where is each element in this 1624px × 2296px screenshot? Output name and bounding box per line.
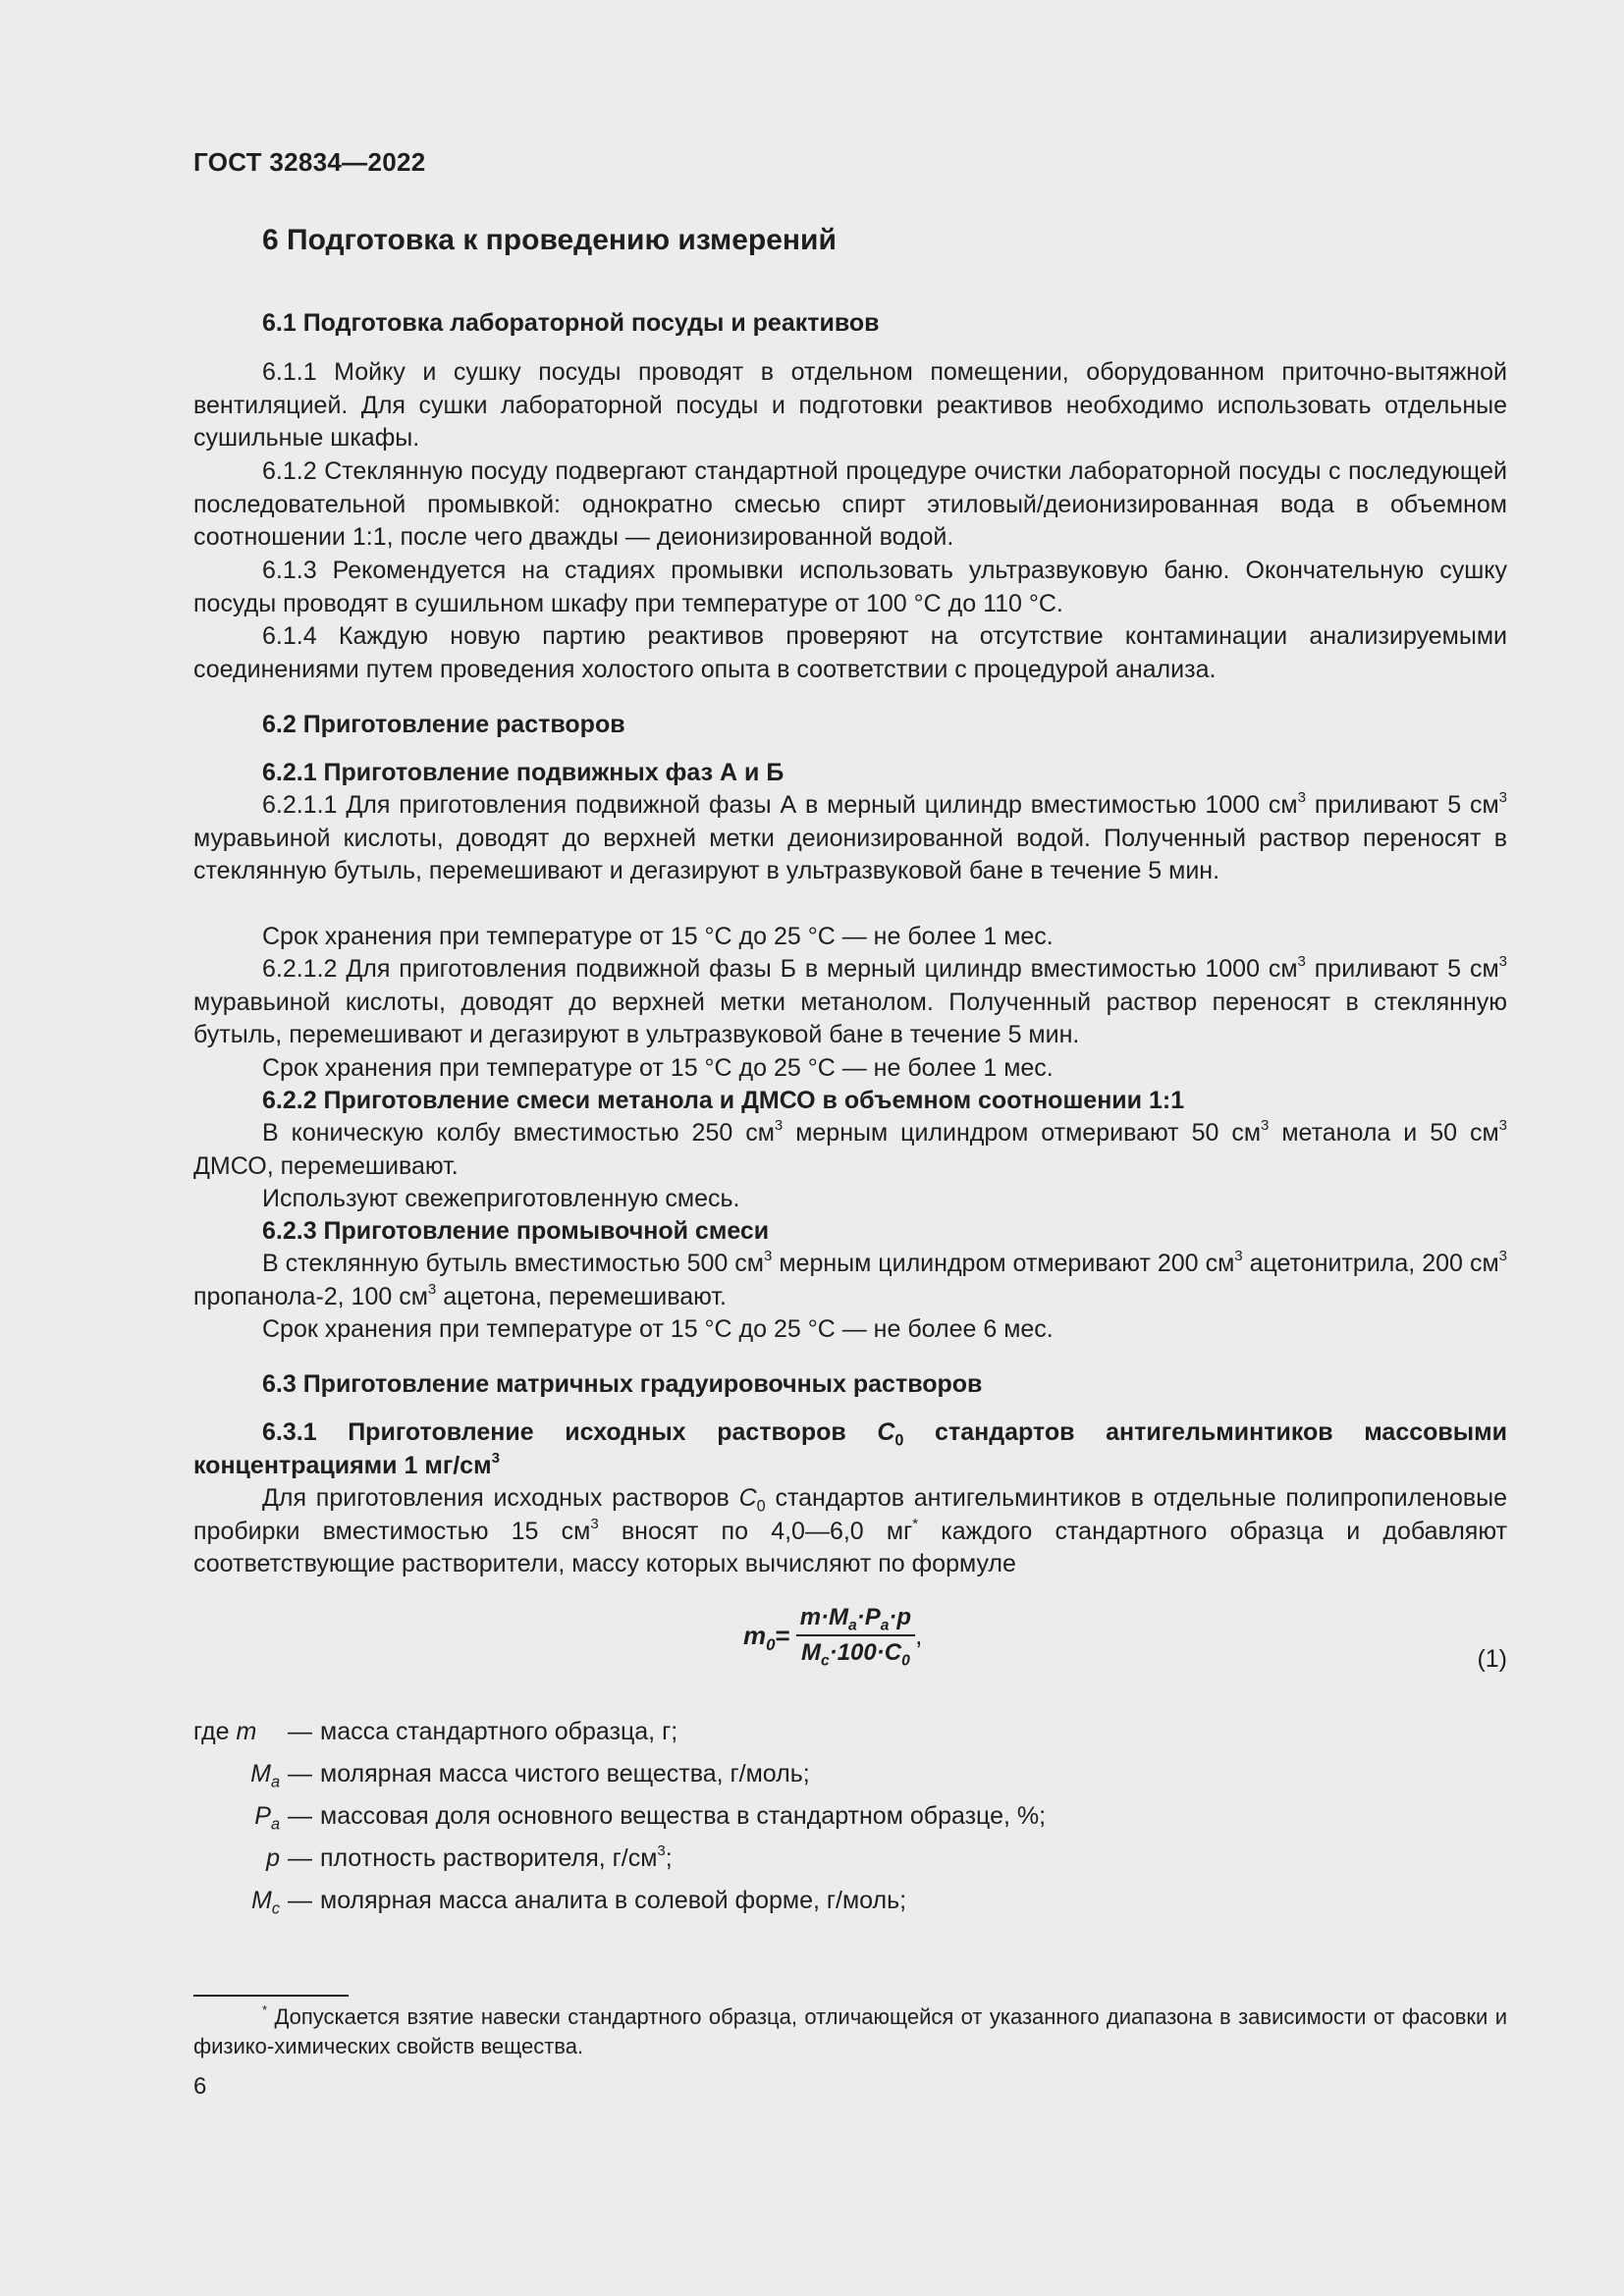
document-header: ГОСТ 32834—2022 [193,147,426,177]
section-6-2-3-title: 6.2.3 Приготовление промывочной смеси [262,1217,770,1245]
section-6-2-1-title: 6.2.1 Приготовление подвижных фаз А и Б [262,759,785,786]
where-item-m: где m — масса стандартного образца, г; [193,1718,678,1745]
fresh-mix-note: Используют свежеприготовленную смесь. [262,1185,740,1212]
section-6-3-title: 6.3 Приготовление матричных градуировочных растворов [262,1370,983,1398]
paragraph-6-2-1-2: 6.2.1.2 Для приготовления подвижной фазы Б в мерный цилиндр вместимостью 1000 $см^3$ приливают 5 $см^3$ муравьиной кислоты, доводят до верхней метки метанолом. Полученный раствор переносят в стеклянную бутыль, перемешивают и дегазируют в ультразвуковой бане в течение 5 мин. [193,952,1507,1048]
section-6-1-title: 6.1 Подготовка лабораторной посуды и реактивов [262,309,880,337]
footnote: * Допускается взятие навески стандартного образца, отличающейся от указанного диапазона в зависимости от фасовки и физико-химических свойств вещества. [193,2002,1507,2058]
page-number: 6 [193,2073,207,2100]
paragraph-6-1-3: 6.1.3 Рекомендуется на стадиях промывки использовать ультразвуковую баню. Окончательную сушку посуды проводят в сушильном шкафу при температуре от 100 °C до 110 °C. [193,557,1507,617]
formula-denominator: $M_c\cdot 100\cdot C_0$ [801,1639,910,1670]
where-item-ma: $M_a$ — молярная масса чистого вещества, г/моль; [250,1760,810,1791]
formula-numerator: $m\cdot M_a\cdot P_a\cdot p$ [796,1604,915,1636]
paragraph-6-2-1-1: 6.2.1.1 Для приготовления подвижной фазы А в мерный цилиндр вместимостью 1000 $см^3$ приливают 5 $см^3$ муравьиной кислоты, доводят до верхней метки деионизированной водой. Полученный раствор переносят в стеклянную бутыль, перемешивают и дегазируют в ультразвуковой бане в течение 5 мин. [193,788,1507,884]
paragraph-6-2-3: В стеклянную бутыль вместимостью 500 $см^3$ мерным цилиндром отмеривают 200 $см^3$ ацетонитрила, 200 $см^3$ пропанола-2, 100 $см^3$ ацетона, перемешивают. [193,1247,1507,1310]
section-6-2-title: 6.2 Приготовление растворов [262,711,625,738]
paragraph-6-1-1: 6.1.1 Мойку и сушку посуды проводят в отдельном помещении, оборудованном приточно-вытяжной вентиляцией. Для сушки лабораторной посуды и подготовки реактивов необходимо использовать отдельные сушильные шкафы. [193,358,1507,452]
section-6-2-2-title: 6.2.2 Приготовление смеси метанола и ДМСО в объемном соотношении 1:1 [262,1087,1185,1114]
formula-lhs: $m_0$ [743,1620,776,1654]
formula-number: (1) [1477,1645,1507,1673]
formula-1: $m_0$ = $\frac{m\cdot M_a\cdot P_a\cdot p}{M_c\cdot 100\cdot C_0}$ , [743,1604,923,1670]
formula-fraction [796,1604,915,1670]
section-6-title: 6 Подготовка к проведению измерений [262,224,837,256]
paragraph-6-1-2: 6.1.2 Стеклянную посуду подвергают стандартной процедуре очистки лабораторной посуды с последующей последовательной промывкой: однократно смесью спирт этиловый/деионизированная вода в объемном соотношении 1:1, после чего дважды — деионизированной водой. [193,457,1507,551]
storage-note-1: Срок хранения при температуре от 15 °C до 25 °C — не более 1 мес. [262,923,1054,950]
where-item-p: p — плотность растворителя, $г/см^3$; [266,1842,673,1872]
paragraph-6-3-1: Для приготовления исходных растворов $C_0$ стандартов антигельминтиков в отдельные полипропиленовые пробирки вместимостью 15 $см^3$ вносят по 4,0—6,0 мг* каждого стандартного образца и добавляют соответствующие растворители, массу которых вычисляют по формуле [193,1484,1507,1577]
paragraph-6-1-4: 6.1.4 Каждую новую партию реактивов проверяют на отсутствие контаминации анализируемыми соединениями путем проведения холостого опыта в соответствии с процедурой анализа. [193,622,1507,683]
storage-note-3: Срок хранения при температуре от 15 °C до 25 °C — не более 6 мес. [262,1315,1054,1343]
paragraph-6-2-2: В коническую колбу вместимостью 250 $см^3$ мерным цилиндром отмеривают 50 $см^3$ метанола и 50 $см^3$ ДМСО, перемешивают. [193,1116,1507,1180]
where-item-mc: $M_c$ — молярная масса аналита в солевой форме, г/моль; [251,1887,907,1918]
storage-note-2: Срок хранения при температуре от 15 °C до 25 °C — не более 1 мес. [262,1054,1054,1082]
section-6-3-1-title: 6.3.1 Приготовление исходных растворов $C_0$ стандартов антигельминтиков массовыми концентрациями 1 $мг/см^3$ [193,1418,1507,1479]
footnote-separator [193,1995,349,1997]
where-item-pa: $P_a$ — массовая доля основного вещества в стандартном образце, %; [254,1802,1047,1834]
